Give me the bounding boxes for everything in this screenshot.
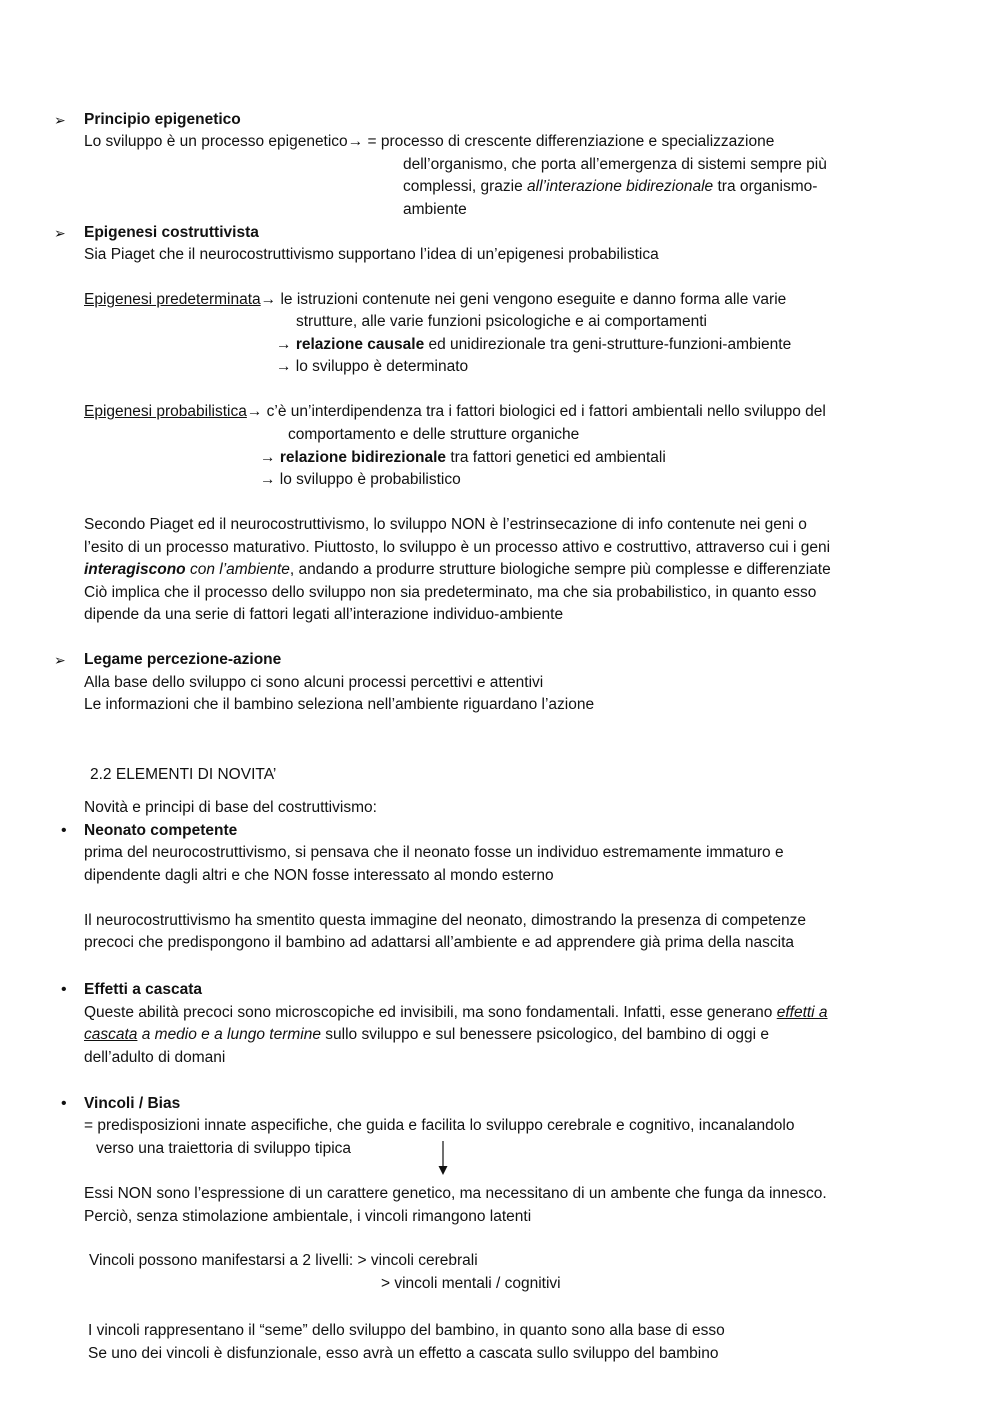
text-line: Lo sviluppo è un processo epigenetico→ = processo di crescente differenziazione e specializzazione: [84, 133, 775, 150]
text-line: dell’organismo, che porta all’emergenza di sistemi sempre più: [403, 156, 827, 173]
bullet-icon: •: [61, 981, 67, 998]
text-line: I vincoli rappresentano il “seme” dello sviluppo del bambino, in quanto sono alla base di esso: [88, 1322, 725, 1339]
label-epigenesi-predeterminata: Epigenesi predeterminata: [84, 291, 261, 308]
text-line: dipende da una serie di fattori legati all’interazione individuo-ambiente: [84, 606, 564, 623]
down-arrow-icon: [436, 1140, 450, 1176]
bullet-title-effetti-a-cascata: Effetti a cascata: [84, 981, 203, 998]
text-line: Queste abilità precoci sono microscopiche ed invisibili, ma sono fondamentali. Infatti, esse generano effetti a: [84, 1004, 828, 1021]
bullet-icon: •: [61, 1095, 67, 1112]
bullet-title-neonato-competente: Neonato competente: [84, 822, 238, 839]
text-line: Il neurocostruttivismo ha smentito questa immagine del neonato, dimostrando la presenza di competenze: [84, 912, 807, 929]
text-line: verso una traiettoria di sviluppo tipica: [96, 1140, 352, 1157]
arrowhead-bullet-icon: ➢: [54, 225, 66, 241]
text-line: Novità e principi di base del costruttivismo:: [84, 799, 377, 816]
section-title-epigenesi-costruttivista: Epigenesi costruttivista: [84, 224, 259, 241]
text-line: = predisposizioni innate aspecifiche, che guida e facilita lo sviluppo cerebrale e cognitivo, incanalandolo: [84, 1117, 795, 1134]
text-line: complessi, grazie all’interazione bidirezionale tra organismo-: [403, 178, 818, 195]
text-line: l’esito di un processo maturativo. Piuttosto, lo sviluppo è un processo attivo e costruttivo, attraverso cui i geni: [84, 539, 831, 556]
text-line: ambiente: [403, 201, 467, 218]
text-line: Ciò implica che il processo dello sviluppo non sia predeterminato, ma che sia probabilistico, in quanto esso: [84, 584, 817, 601]
bullet-title-vincoli-bias: Vincoli / Bias: [84, 1095, 181, 1112]
text-line: cascata a medio e a lungo termine sullo sviluppo e sul benessere psicologico, del bambino di oggi e: [84, 1026, 770, 1043]
right-arrow-icon: →: [260, 291, 277, 308]
text-line: Alla base dello sviluppo ci sono alcuni processi percettivi e attentivi: [84, 674, 544, 691]
text-line: Essi NON sono l’espressione di un carattere genetico, ma necessitano di un ambente che funga da innesco.: [84, 1185, 827, 1202]
text-line: Epigenesi probabilistica→ c’è un’interdipendenza tra i fattori biologici ed i fattori ambientali nello sviluppo del: [84, 403, 826, 420]
text-line: Sia Piaget che il neurocostruttivismo supportano l’idea di un’epigenesi probabilistica: [84, 246, 659, 263]
text-line: → relazione bidirezionale tra fattori genetici ed ambientali: [260, 449, 666, 466]
text-line: precoci che predispongono il bambino ad adattarsi all’ambiente e ad apprendere già prima della nascita: [84, 934, 795, 951]
text-line: Secondo Piaget ed il neurocostruttivismo, lo sviluppo NON è l’estrinsecazione di info contenute nei geni o: [84, 516, 807, 533]
text-line: > vincoli mentali / cognitivi: [381, 1275, 561, 1292]
arrowhead-bullet-icon: ➢: [54, 112, 66, 128]
right-arrow-icon: →: [276, 358, 292, 375]
text-line: dell’adulto di domani: [84, 1049, 226, 1066]
bullet-icon: •: [61, 822, 67, 839]
text-line: dipendente dagli altri e che NON fosse interessato al mondo esterno: [84, 867, 554, 884]
arrowhead-bullet-icon: ➢: [54, 652, 66, 668]
right-arrow-icon: →: [276, 336, 292, 353]
text-line: Epigenesi predeterminata→ le istruzioni contenute nei geni vengono eseguite e danno forma alle varie: [84, 291, 787, 308]
text-line: → lo sviluppo è probabilistico: [260, 471, 461, 488]
section-title-principio-epigenetico: Principio epigenetico: [84, 111, 241, 128]
text-line: prima del neurocostruttivismo, si pensava che il neonato fosse un individuo estremamente immaturo e: [84, 844, 784, 861]
text-line: strutture, alle varie funzioni psicologiche e ai comportamenti: [296, 313, 707, 330]
right-arrow-icon: →: [246, 403, 263, 420]
text-line: Le informazioni che il bambino seleziona nell’ambiente riguardano l’azione: [84, 696, 595, 713]
text-line: Se uno dei vincoli è disfunzionale, esso avrà un effetto a cascata sullo sviluppo del bambino: [88, 1345, 719, 1362]
label-epigenesi-probabilistica: Epigenesi probabilistica: [84, 403, 247, 420]
right-arrow-icon: →: [260, 471, 276, 488]
text-line: Perciò, senza stimolazione ambientale, i vincoli rimangono latenti: [84, 1208, 532, 1225]
section-title-legame-percezione-azione: Legame percezione-azione: [84, 651, 282, 668]
text-line: → relazione causale ed unidirezionale tra geni-strutture-funzioni-ambiente: [276, 336, 792, 353]
text-line: comportamento e delle strutture organiche: [288, 426, 580, 443]
text-line: interagiscono con l’ambiente, andando a produrre strutture biologiche sempre più complesse e differenziate: [84, 561, 831, 578]
section-heading: 2.2 ELEMENTI DI NOVITA’: [90, 766, 277, 783]
right-arrow-icon: →: [347, 133, 364, 150]
text-line: Vincoli possono manifestarsi a 2 livelli: > vincoli cerebrali: [89, 1252, 478, 1269]
text-line: → lo sviluppo è determinato: [276, 358, 469, 375]
right-arrow-icon: →: [260, 449, 276, 466]
